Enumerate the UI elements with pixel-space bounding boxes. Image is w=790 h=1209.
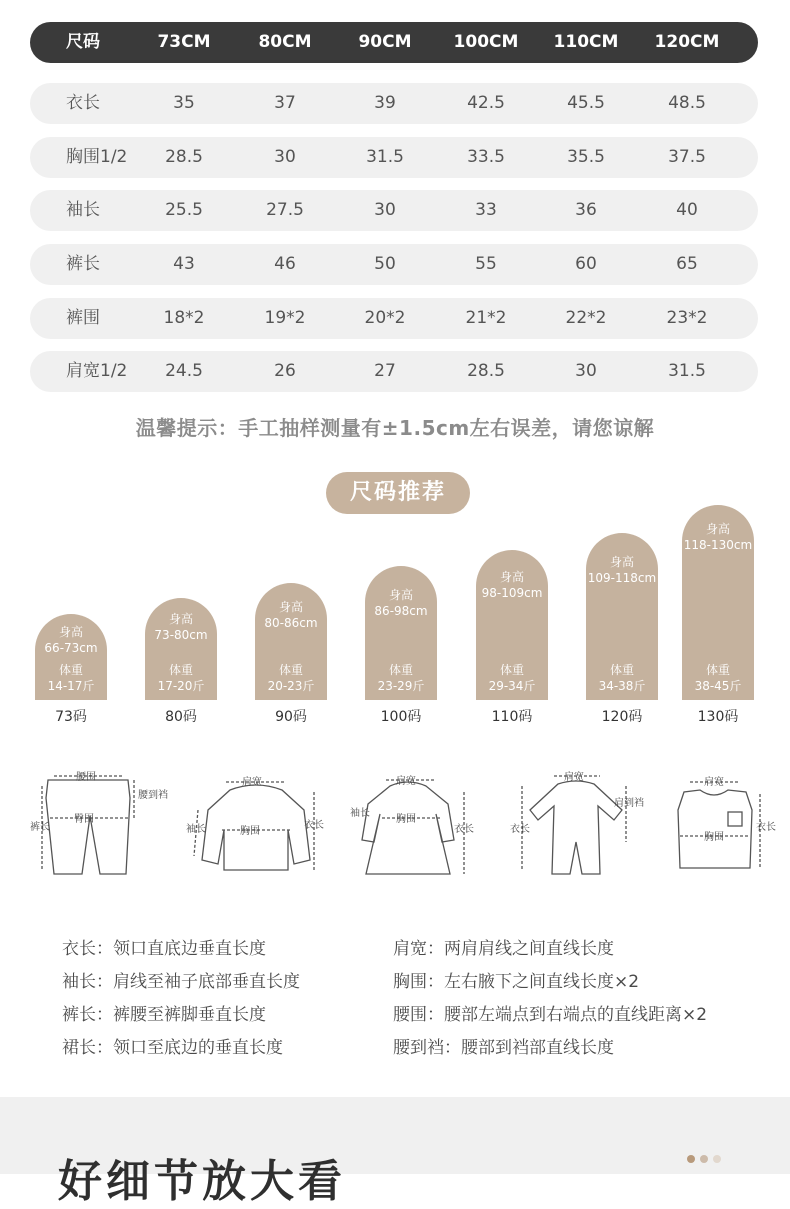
romper-side-label: 肩到裆 (614, 798, 644, 809)
table-cell: 28.5 (467, 361, 505, 381)
detail-section-title: 好细节放大看 (58, 1156, 346, 1207)
pants-hip-label: 臀围 (74, 814, 94, 825)
weight-range: 38-45斤 (694, 679, 742, 693)
definition-item: 裙长：领口至底边的垂直长度 (62, 1038, 283, 1058)
dress-sleeve-label: 袖长 (350, 808, 370, 819)
size-bar (145, 598, 217, 700)
size-bar (35, 614, 107, 700)
table-row (30, 137, 758, 178)
weight-range: 20-23斤 (267, 679, 315, 693)
weight-range: 14-17斤 (47, 679, 95, 693)
height-range: 109-118cm (587, 571, 657, 585)
height-label: 身高 (58, 625, 83, 639)
height-label: 身高 (609, 555, 634, 569)
table-cell: 55 (475, 254, 497, 274)
romper-length-label: 衣长 (510, 824, 530, 835)
weight-range: 17-20斤 (157, 679, 205, 693)
table-cell: 42.5 (467, 93, 505, 113)
table-cell: 30 (575, 361, 597, 381)
table-cell: 35 (173, 93, 195, 113)
dress-outline (362, 782, 454, 874)
detail-section (0, 1097, 790, 1207)
sweater-sleeve-label: 袖长 (186, 824, 206, 835)
romper-diagram (510, 766, 644, 882)
size-label: 130码 (697, 709, 739, 725)
vest-diagram (672, 770, 776, 878)
size-recommend-title: 尺码推荐 (326, 472, 470, 514)
sweater-length-label: 衣长 (304, 820, 324, 831)
table-row (30, 351, 758, 392)
row-label: 胸围1/2 (66, 147, 128, 167)
romper-shoulder-label: 肩宽 (564, 772, 584, 783)
table-cell: 48.5 (668, 93, 706, 113)
vest-shoulder-label: 肩宽 (704, 777, 724, 788)
definitions-right (393, 933, 707, 1065)
height-range: 73-80cm (154, 628, 208, 642)
weight-label: 体重 (168, 663, 193, 677)
definitions-left (62, 933, 300, 1065)
romper-outline (530, 781, 622, 874)
pants-diagram (30, 766, 168, 884)
size-label: 90码 (275, 709, 307, 725)
size-bar (586, 533, 658, 700)
vest-pocket (728, 812, 742, 826)
height-label: 身高 (388, 588, 413, 602)
header-cell: 尺码 (66, 32, 100, 52)
table-cell: 28.5 (165, 147, 203, 167)
table-cell: 33 (475, 200, 497, 220)
carousel-dot (713, 1155, 721, 1163)
table-row (30, 190, 758, 231)
header-cell: 100CM (453, 32, 519, 52)
sweater-chest-label: 胸围 (240, 826, 260, 837)
size-label: 120码 (601, 709, 643, 725)
height-range: 66-73cm (44, 641, 98, 655)
weight-label: 体重 (499, 663, 524, 677)
table-cell: 43 (173, 254, 195, 274)
weight-range: 34-38斤 (598, 679, 646, 693)
table-cell: 30 (274, 147, 296, 167)
table-cell: 36 (575, 200, 597, 220)
table-cell: 31.5 (668, 361, 706, 381)
weight-label: 体重 (388, 663, 413, 677)
table-cell: 26 (274, 361, 296, 381)
table-cell: 22*2 (565, 308, 607, 328)
definition-item: 胸围：左右腋下之间直线长度×2 (393, 972, 640, 992)
size-bar (365, 566, 437, 700)
size-label: 73码 (55, 709, 87, 725)
sweater-shoulder-label: 肩宽 (242, 777, 262, 788)
table-cell: 27.5 (266, 200, 304, 220)
height-range: 86-98cm (374, 604, 428, 618)
table-cell: 40 (676, 200, 698, 220)
height-label: 身高 (499, 570, 524, 584)
height-label: 身高 (278, 600, 303, 614)
measurement-tip: 温馨提示：手工抽样测量有±1.5cm左右误差，请您谅解 (135, 416, 655, 440)
table-cell: 30 (374, 200, 396, 220)
table-cell: 37.5 (668, 147, 706, 167)
definition-item: 衣长：领口直底边垂直长度 (62, 939, 266, 959)
table-cell: 46 (274, 254, 296, 274)
row-label: 袖长 (66, 200, 100, 220)
table-row (30, 83, 758, 124)
table-cell: 39 (374, 93, 396, 113)
size-label: 110码 (491, 709, 533, 725)
pants-rise-label: 腰到裆 (138, 790, 168, 801)
height-range: 80-86cm (264, 616, 318, 630)
table-cell: 33.5 (467, 147, 505, 167)
weight-label: 体重 (609, 663, 634, 677)
height-label: 身高 (705, 522, 730, 536)
definition-item: 袖长：肩线至袖子底部垂直长度 (62, 972, 300, 992)
header-cell: 80CM (258, 32, 312, 52)
header-cell: 90CM (358, 32, 412, 52)
pants-length-label: 裤长 (30, 822, 50, 833)
height-range: 98-109cm (481, 586, 543, 600)
dress-shoulder-label: 肩宽 (396, 776, 416, 787)
row-label: 裤长 (66, 254, 100, 274)
table-cell: 37 (274, 93, 296, 113)
dress-length-label: 衣长 (454, 824, 474, 835)
table-cell: 23*2 (666, 308, 708, 328)
weight-label: 体重 (278, 663, 303, 677)
pants-waist-label: 腰围 (76, 772, 96, 783)
table-cell: 25.5 (165, 200, 203, 220)
header-cell: 73CM (157, 32, 211, 52)
dress-diagram (350, 770, 474, 882)
carousel-dot (700, 1155, 708, 1163)
table-cell: 21*2 (465, 308, 507, 328)
size-label: 100码 (380, 709, 422, 725)
size-label: 80码 (165, 709, 197, 725)
row-label: 肩宽1/2 (66, 361, 128, 381)
pants-outline (46, 780, 130, 874)
table-cell: 65 (676, 254, 698, 274)
table-cell: 18*2 (163, 308, 205, 328)
weight-label: 体重 (58, 663, 83, 677)
size-table-header (30, 22, 758, 63)
vest-outline (678, 790, 752, 868)
vest-chest-label: 胸围 (704, 832, 724, 843)
table-row (30, 298, 758, 339)
table-cell: 27 (374, 361, 396, 381)
table-cell: 31.5 (366, 147, 404, 167)
row-label: 衣长 (66, 93, 100, 113)
weight-range: 23-29斤 (377, 679, 425, 693)
header-cell: 110CM (553, 32, 619, 52)
row-label: 裤围 (66, 308, 100, 328)
height-label: 身高 (168, 612, 193, 626)
height-range: 118-130cm (683, 538, 753, 552)
table-cell: 35.5 (567, 147, 605, 167)
carousel-dot (687, 1155, 695, 1163)
table-row (30, 244, 758, 285)
table-cell: 60 (575, 254, 597, 274)
size-bar (476, 550, 548, 700)
table-cell: 19*2 (264, 308, 306, 328)
sweater-diagram (186, 770, 326, 880)
weight-range: 29-34斤 (488, 679, 536, 693)
dress-chest-label: 胸围 (396, 814, 416, 825)
header-cell: 120CM (654, 32, 720, 52)
vest-length-label: 衣长 (756, 822, 776, 833)
size-bar (682, 505, 754, 700)
size-bar (255, 583, 327, 700)
definition-item: 腰围：腰部左端点到右端点的直线距离×2 (393, 1005, 708, 1025)
table-cell: 45.5 (567, 93, 605, 113)
definition-item: 腰到裆：腰部到裆部直线长度 (393, 1038, 614, 1058)
definition-item: 裤长：裤腰至裤脚垂直长度 (62, 1005, 266, 1025)
table-cell: 50 (374, 254, 396, 274)
weight-label: 体重 (705, 663, 730, 677)
table-cell: 24.5 (165, 361, 203, 381)
table-cell: 20*2 (364, 308, 406, 328)
definition-item: 肩宽：两肩肩线之间直线长度 (393, 939, 614, 959)
